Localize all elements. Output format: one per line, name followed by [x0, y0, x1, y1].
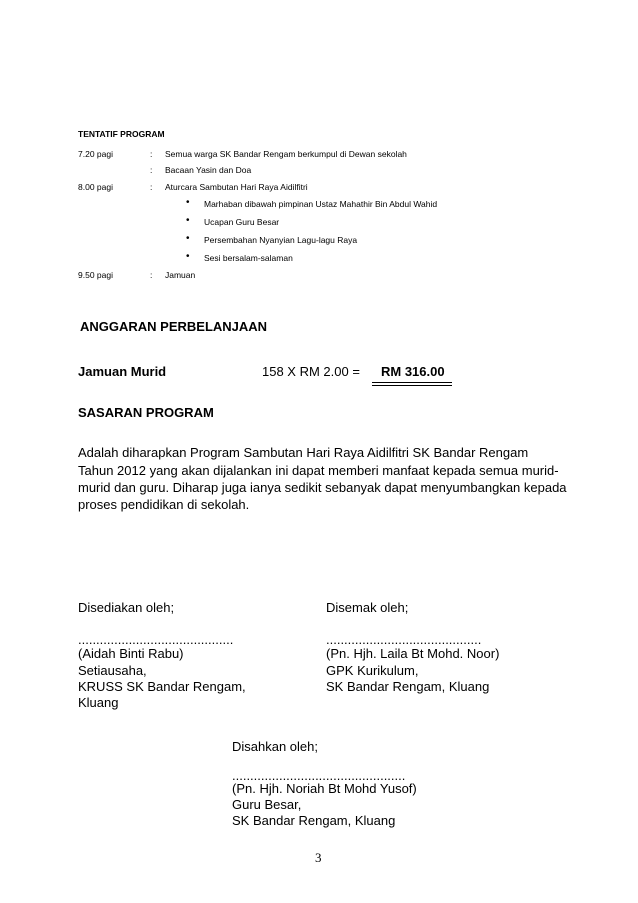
schedule-text: Bacaan Yasin dan Doa [165, 165, 252, 175]
bullet-icon: • [186, 251, 190, 262]
bullet-text: Marhaban dibawah pimpinan Ustaz Mahathir Bin Abdul Wahid [204, 199, 438, 209]
signatory-name: (Pn. Hjh. Noriah Bt Mohd Yusof) [232, 781, 417, 796]
total-double-underline [372, 382, 452, 386]
signatory-title: Setiausaha, [78, 663, 147, 678]
sasaran-line: proses pendidikan di sekolah. [78, 497, 250, 512]
schedule-time: 9.50 pagi [78, 270, 113, 280]
bullet-text: Sesi bersalam-salaman [204, 253, 293, 263]
prepared-by-label: Disediakan oleh; [78, 600, 175, 615]
schedule-time: 7.20 pagi [78, 149, 113, 159]
signatory-org: SK Bandar Rengam, Kluang [326, 679, 490, 694]
anggaran-item: Jamuan Murid [78, 364, 167, 379]
bullet-icon: • [186, 197, 190, 208]
bullet-icon: • [186, 233, 190, 244]
anggaran-heading: ANGGARAN PERBELANJAAN [80, 319, 268, 334]
schedule-text: Aturcara Sambutan Hari Raya Aidilfitri [165, 182, 308, 192]
signatory-location: Kluang [78, 695, 119, 710]
signature-dots: ........................................... [78, 632, 234, 647]
schedule-colon: : [150, 165, 153, 175]
tentatif-title: TENTATIF PROGRAM [78, 129, 165, 139]
signature-dots: ................................................ [232, 768, 406, 783]
schedule-colon: : [150, 270, 153, 280]
signatory-org: SK Bandar Rengam, Kluang [232, 813, 396, 828]
anggaran-calc: 158 X RM 2.00 = [262, 364, 360, 379]
signatory-title: Guru Besar, [232, 797, 302, 812]
schedule-text: Semua warga SK Bandar Rengam berkumpul di Dewan sekolah [165, 149, 407, 159]
checked-by-label: Disemak oleh; [326, 600, 409, 615]
schedule-colon: : [150, 149, 153, 159]
anggaran-total: RM 316.00 [381, 364, 445, 379]
schedule-text: Jamuan [165, 270, 196, 280]
signatory-name: (Aidah Binti Rabu) [78, 646, 184, 661]
bullet-text: Persembahan Nyanyian Lagu-lagu Raya [204, 235, 358, 245]
bullet-text: Ucapan Guru Besar [204, 217, 280, 227]
sasaran-heading: SASARAN PROGRAM [78, 405, 214, 420]
signature-dots: ........................................... [326, 632, 482, 647]
signatory-org: KRUSS SK Bandar Rengam, [78, 679, 246, 694]
approved-by-label: Disahkan oleh; [232, 739, 318, 754]
schedule-time: 8.00 pagi [78, 182, 113, 192]
page-number: 3 [315, 850, 322, 865]
signatory-title: GPK Kurikulum, [326, 663, 419, 678]
bullet-icon: • [186, 215, 190, 226]
signatory-name: (Pn. Hjh. Laila Bt Mohd. Noor) [326, 646, 500, 661]
sasaran-line: Adalah diharapkan Program Sambutan Hari Raya Aidilfitri SK Bandar Rengam [78, 445, 529, 460]
sasaran-line: murid dan guru. Diharap juga ianya sedikit sebanyak dapat menyumbangkan kepada [78, 480, 567, 495]
sasaran-line: Tahun 2012 yang akan dijalankan ini dapat memberi manfaat kepada semua murid- [78, 463, 559, 478]
schedule-colon: : [150, 182, 153, 192]
